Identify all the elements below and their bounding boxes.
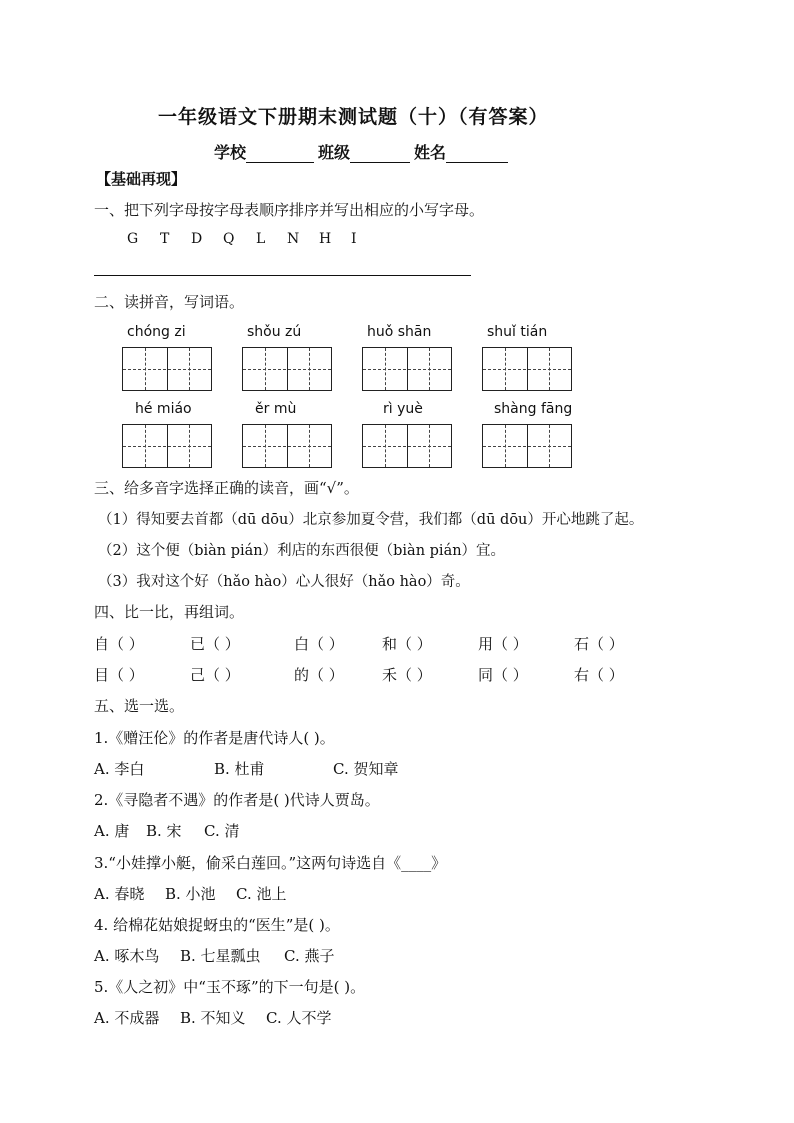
- word-pair-item: 禾（ ）: [382, 666, 432, 684]
- question-4: 四、比一比，再组词。: [94, 603, 245, 621]
- option-a: A. 不成器: [94, 1009, 160, 1027]
- word-pair-item: 目（ ）: [94, 666, 144, 684]
- page-title: 一年级语文下册期末测试题（十）（有答案）: [158, 106, 549, 128]
- writing-grid[interactable]: [122, 424, 212, 468]
- option-a: A. 李白: [94, 760, 145, 778]
- option-c: C. 人不学: [266, 1009, 332, 1027]
- letter-t: T: [160, 231, 170, 247]
- q3-item-3: （3）我对这个好（hǎo hào）心人很好（hǎo hào）奇。: [98, 574, 470, 590]
- option-c: C. 清: [204, 822, 240, 840]
- letter-l: L: [256, 231, 266, 247]
- word-pair-item: 石（ ）: [574, 635, 624, 653]
- q5-item-4: 4. 给棉花姑娘捉蚜虫的“医生”是( )。: [94, 916, 340, 934]
- pinyin-2: shǒu zú: [247, 324, 302, 340]
- pinyin-4: shuǐ tián: [487, 324, 548, 340]
- class-label: 班级: [318, 143, 351, 162]
- letter-g: G: [127, 231, 139, 247]
- option-a: A. 春晓: [94, 885, 145, 903]
- option-a: A. 唐: [94, 822, 130, 840]
- writing-grid[interactable]: [362, 347, 452, 391]
- option-c: C. 贺知章: [333, 760, 399, 778]
- q5-item-3: 3.“小娃撑小艇，偷采白莲回。”这两句诗选自《____》: [94, 854, 447, 872]
- pinyin-1: chóng zi: [127, 324, 186, 340]
- pinyin-7: rì yuè: [383, 401, 423, 417]
- option-b: B. 七星瓢虫: [180, 947, 261, 965]
- name-blank: [446, 146, 508, 163]
- option-b: B. 小池: [165, 885, 216, 903]
- question-2: 二、读拼音，写词语。: [94, 293, 245, 311]
- word-pair-item: 用（ ）: [478, 635, 528, 653]
- word-pair-item: 右（ ）: [574, 666, 624, 684]
- writing-grid[interactable]: [482, 424, 572, 468]
- q5-item-1: 1.《赠汪伦》的作者是唐代诗人( )。: [94, 729, 335, 747]
- word-pair-item: 己（ ）: [190, 666, 240, 684]
- question-3: 三、给多音字选择正确的读音，画“√”。: [94, 479, 359, 497]
- q3-item-2: （2）这个便（biàn pián）利店的东西很便（biàn pián）宜。: [98, 543, 506, 559]
- pinyin-5: hé miáo: [135, 401, 192, 417]
- option-b: B. 不知义: [180, 1009, 246, 1027]
- option-c: C. 池上: [236, 885, 287, 903]
- class-blank: [350, 146, 410, 163]
- school-field: [214, 140, 314, 163]
- writing-grid[interactable]: [482, 347, 572, 391]
- letter-h: H: [319, 231, 332, 247]
- pinyin-6: ěr mù: [255, 401, 297, 417]
- school-label: 学校: [214, 143, 247, 162]
- writing-grid[interactable]: [362, 424, 452, 468]
- q5-item-5: 5.《人之初》中“玉不琢”的下一句是( )。: [94, 978, 366, 996]
- question-5: 五、选一选。: [94, 697, 185, 715]
- name-label: 姓名: [414, 143, 447, 162]
- writing-grid[interactable]: [242, 424, 332, 468]
- word-pair-item: 和（ ）: [382, 635, 432, 653]
- option-b: B. 杜甫: [214, 760, 265, 778]
- letter-d: D: [191, 231, 203, 247]
- pinyin-3: huǒ shān: [367, 324, 432, 340]
- letter-q: Q: [223, 231, 235, 247]
- letter-i: I: [351, 231, 357, 247]
- name-field: [414, 140, 508, 163]
- word-pair-item: 同（ ）: [478, 666, 528, 684]
- word-pair-item: 自（ ）: [94, 635, 144, 653]
- option-c: C. 燕子: [284, 947, 335, 965]
- q3-item-1: （1）得知要去首都（dū dōu）北京参加夏令营，我们都（dū dōu）开心地跳了起。: [98, 512, 644, 528]
- question-1: 一、把下列字母按字母表顺序排序并写出相应的小写字母。: [94, 201, 485, 219]
- answer-line: [94, 275, 471, 276]
- option-a: A. 啄木鸟: [94, 947, 160, 965]
- school-blank: [246, 146, 314, 163]
- writing-grid[interactable]: [242, 347, 332, 391]
- writing-grid[interactable]: [122, 347, 212, 391]
- option-b: B. 宋: [146, 822, 182, 840]
- word-pair-item: 白（ ）: [294, 635, 344, 653]
- q5-item-2: 2.《寻隐者不遇》的作者是( )代诗人贾岛。: [94, 791, 380, 809]
- word-pair-item: 的（ ）: [294, 666, 344, 684]
- class-field: [318, 140, 410, 163]
- letter-n: N: [287, 231, 300, 247]
- section-title: 【基础再现】: [96, 170, 187, 188]
- word-pair-item: 已（ ）: [190, 635, 240, 653]
- pinyin-8: shàng fāng: [494, 401, 573, 417]
